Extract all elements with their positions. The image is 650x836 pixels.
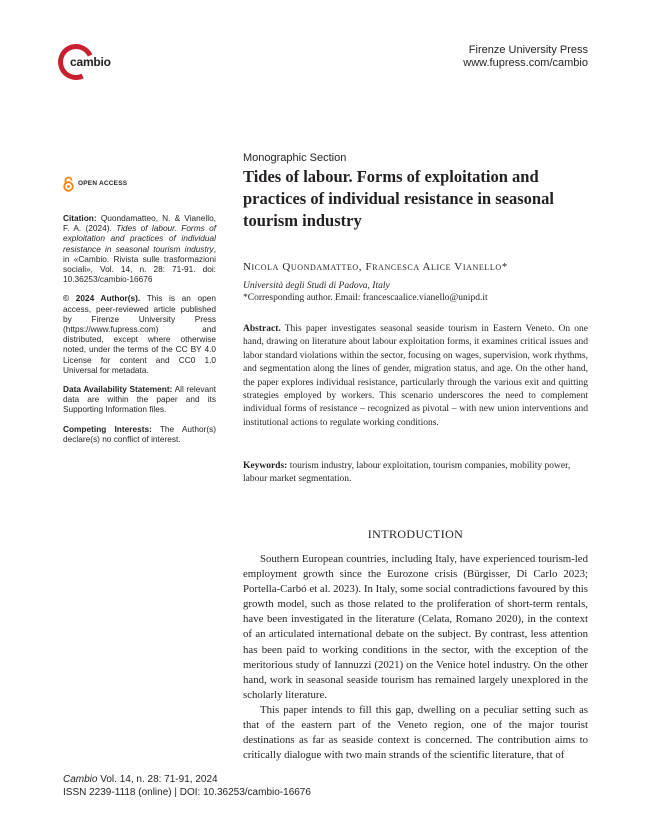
open-access-badge (63, 176, 183, 192)
article-metadata-sidebar (63, 213, 216, 453)
footer-journal-line (63, 773, 311, 786)
citation-text-1: Quondamatteo, N. & Vianello, F. A. (2024). (63, 213, 216, 234)
citation-label: Citation: (63, 213, 97, 223)
abstract (243, 323, 588, 430)
competing-interests-text: The Author(s) declare(s) no conflict of interest. (63, 423, 216, 444)
body-paragraph: Southern European countries, including Italy, have experienced tourism-led employment growth since the Eurozone crisis (Bürgisser, Di Carlo 2023; Portella-Carbó et al. 2023). In Italy, some social contradictions favoured by this growth model, such as those related to the proliferation of short-term rentals, have been investigated in the literature (Celata, Romano 2020), in the context of an articulated international debate on the subject. By contrast, less attention has been paid to working conditions in the sector, with the exception of the meritorious study of Iannuzzi (2021) on the Venice hotel industry. On the other hand, work in seasonal seaside tourism has remained largely unexplored in the scholarly literature. (243, 553, 588, 701)
section-label: Monographic Section (243, 152, 347, 164)
citation-title: Tides of labour. Forms of exploitation and practices of individual resistance in seasonal tourism industry (63, 223, 216, 254)
footer-volume: Vol. 14, n. 28: 71-91, 2024 (97, 774, 218, 785)
competing-interests-block (63, 424, 216, 444)
copyright-text: This is an open access, peer-reviewed article published by Firenze University Press (https://www.fupress.com) and distributed, except where otherwise noted, under the terms of the CC BY 4.0 License for content and CC0 1.0 Universal for metadata. (63, 293, 216, 375)
logo-text: cambio (70, 55, 111, 69)
keywords-text: tourism industry, labour exploitation, tourism companies, mobility power, labour market segmentation. (243, 461, 571, 485)
article-body (243, 552, 588, 763)
copyright-label: © 2024 Author(s). (63, 293, 141, 304)
page-footer (63, 773, 311, 799)
section-heading-introduction: INTRODUCTION (367, 527, 464, 541)
publisher-url[interactable]: www.fupress.com/cambio (463, 57, 588, 69)
footer-issn: ISSN 2239-1118 (online) | DOI: 10.36253/cambio-16676 (63, 787, 311, 798)
article-authors: Nicola Quondamatteo, Francesca Alice Vianello* (243, 261, 508, 273)
footer-journal-name: Cambio (63, 774, 98, 785)
data-availability-label: Data Availability Statement: (63, 384, 173, 395)
open-access-label: OPEN ACCESS (78, 180, 128, 187)
citation-block (63, 213, 216, 284)
publisher-name: Firenze University Press (468, 44, 588, 56)
copyright-block (63, 293, 216, 375)
corresponding-author: *Corresponding author. Email: francescaalice.vianello@unipd.it (243, 293, 488, 303)
journal-logo (58, 44, 118, 84)
citation-text-2: , in «Cambio. Rivista sulle trasformazioni sociali», Vol. 14, n. 28: 71-91. doi: 10.36253/cambio-16676 (63, 243, 216, 285)
author-affiliation: Università degli Studi di Padova, Italy (243, 281, 390, 291)
keywords-label: Keywords: (243, 461, 288, 471)
article-title: Tides of labour. Forms of exploitation and practices of individual resistance in seasonal tourism industry (243, 167, 554, 230)
open-access-icon (63, 176, 74, 192)
abstract-text: This paper investigates seasonal seaside tourism in Eastern Veneto. On one hand, drawing on literature about labour exploitation forms, it examines critical issues and labor standard violations within the sector, focusing on wages, supervision, work rhythms, and segmentation along the lines of gender, migration status, and age. On the other hand, the paper explores individual resistance, particularly through the various exit and quitting strategies employed by workers. This scenario underscores the need to complement individual forms of resistance – recognized as pivotal – with new union interventions and institutional actions to regulate working conditions. (243, 324, 588, 428)
competing-interests-label: Competing Interests: (63, 423, 152, 434)
abstract-label: Abstract. (243, 324, 281, 334)
publisher-info (463, 44, 588, 70)
data-availability-block (63, 384, 216, 415)
body-paragraph: This paper intends to fill this gap, dwelling on a peculiar setting such as that of the eastern part of the Veneto region, one of the major tourist destinations as far as seaside context is concerned. The contribution aims to critically dialogue with two main strands of the scientific literature, that of (243, 703, 588, 762)
keywords (243, 460, 588, 487)
data-availability-text: All relevant data are within the paper and its Supporting Information files. (63, 384, 216, 415)
